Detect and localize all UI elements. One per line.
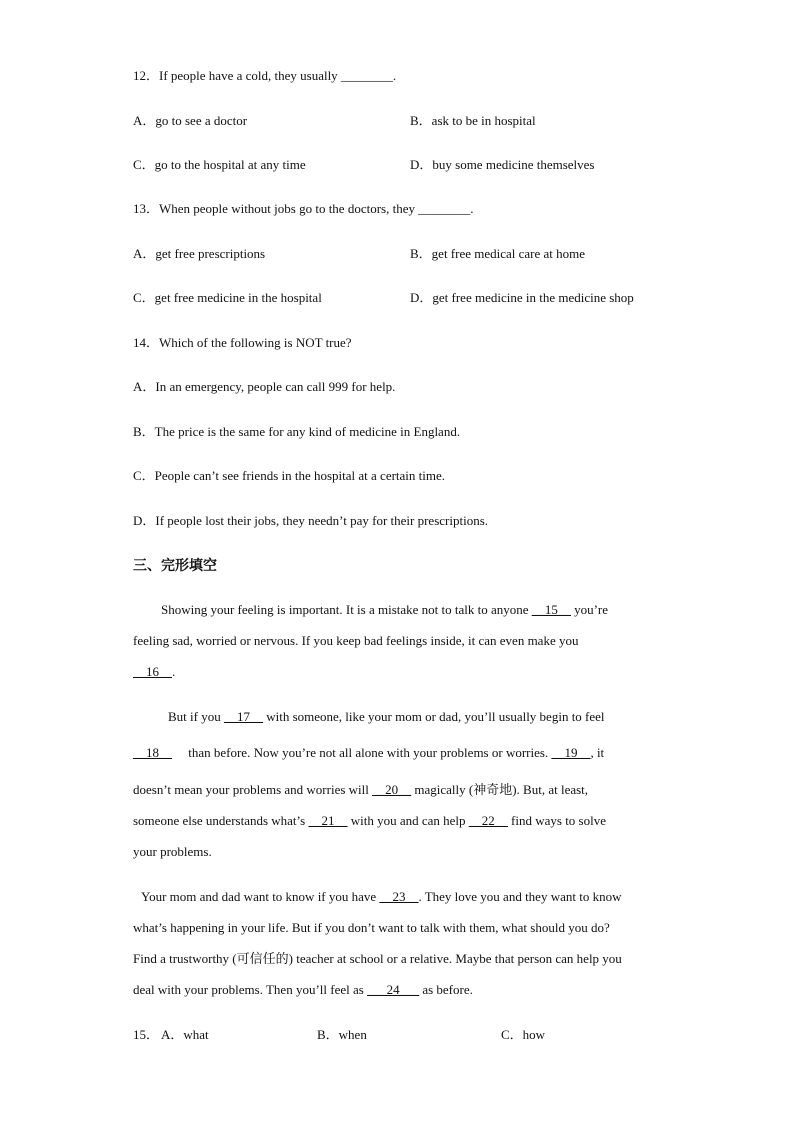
blank-21: __21__ bbox=[308, 813, 348, 828]
question-12-option-b: B．ask to be in hospital bbox=[410, 113, 536, 128]
passage-text: with someone, like your mom or dad, you’ll usually begin to feel bbox=[262, 709, 605, 724]
passage-line: feeling sad, worried or nervous. If you keep bad feelings inside, it can even make you bbox=[133, 633, 579, 648]
passage-line bbox=[133, 745, 604, 761]
blank-22: __22__ bbox=[468, 813, 508, 828]
passage-text: . They love you and they want to know bbox=[418, 889, 622, 904]
question-15-option-b: B．when bbox=[317, 1027, 367, 1042]
question-12-option-c: C．go to the hospital at any time bbox=[133, 157, 306, 172]
passage-text: someone else understands what’s bbox=[133, 813, 309, 828]
question-13-option-d: D．get free medicine in the medicine shop bbox=[410, 290, 634, 305]
question-12-stem: 12．If people have a cold, they usually ________. bbox=[133, 68, 397, 83]
passage-text: deal with your problems. Then you’ll feel as bbox=[133, 982, 368, 997]
question-13-option-b: B．get free medical care at home bbox=[410, 246, 586, 261]
blank-19: __19__ bbox=[551, 745, 591, 760]
question-15-option-c: C．how bbox=[501, 1027, 546, 1042]
passage-text: than before. Now you’re not all alone with your problems or worries. bbox=[172, 745, 552, 760]
blank-24: ___24___ bbox=[367, 982, 420, 997]
question-13-option-a: A．get free prescriptions bbox=[133, 246, 266, 261]
question-12-option-d: D．buy some medicine themselves bbox=[410, 157, 595, 172]
blank-20: __20__ bbox=[372, 782, 412, 797]
passage-line bbox=[168, 709, 605, 725]
question-14-option-d: D．If people lost their jobs, they needn’t pay for their prescriptions. bbox=[133, 513, 489, 528]
passage-text: But if you bbox=[168, 709, 224, 724]
passage-text: . bbox=[172, 664, 176, 679]
passage-text: doesn’t mean your problems and worries will bbox=[133, 782, 373, 797]
section-title: 三、完形填空 bbox=[133, 558, 217, 574]
question-12-option-a: A．go to see a doctor bbox=[133, 113, 248, 128]
question-15-option-a: A．what bbox=[161, 1027, 209, 1042]
question-14-stem: 14．Which of the following is NOT true? bbox=[133, 335, 352, 350]
passage-line bbox=[161, 602, 608, 618]
question-14-option-a: A．In an emergency, people can call 999 for help. bbox=[133, 379, 396, 394]
passage-line bbox=[133, 782, 588, 798]
blank-18: __18__ bbox=[133, 745, 172, 760]
question-14-option-c: C．People can’t see friends in the hospital at a certain time. bbox=[133, 468, 446, 483]
passage-line bbox=[141, 889, 621, 905]
passage-text: Showing your feeling is important. It is a mistake not to talk to anyone bbox=[161, 602, 532, 617]
passage-line bbox=[133, 813, 606, 829]
blank-17: __17__ bbox=[223, 709, 263, 724]
passage-line: your problems. bbox=[133, 844, 212, 859]
passage-line bbox=[133, 664, 175, 680]
question-15-number: 15． bbox=[133, 1027, 160, 1042]
passage-text: Your mom and dad want to know if you have bbox=[141, 889, 380, 904]
passage-text: magically (神奇地). But, at least, bbox=[411, 782, 589, 797]
passage-line: Find a trustworthy (可信任的) teacher at school or a relative. Maybe that person can help you bbox=[133, 951, 622, 966]
passage-text: as before. bbox=[419, 982, 473, 997]
blank-15: __15__ bbox=[531, 602, 571, 617]
passage-text: with you and can help bbox=[347, 813, 469, 828]
passage-text: find ways to solve bbox=[507, 813, 606, 828]
blank-16: __16__ bbox=[133, 664, 172, 679]
blank-23: __23__ bbox=[379, 889, 419, 904]
question-13-stem: 13．When people without jobs go to the doctors, they ________. bbox=[133, 201, 474, 216]
passage-line bbox=[133, 982, 473, 998]
passage-text: , it bbox=[590, 745, 605, 760]
question-14-option-b: B．The price is the same for any kind of medicine in England. bbox=[133, 424, 461, 439]
question-13-option-c: C．get free medicine in the hospital bbox=[133, 290, 322, 305]
passage-text: you’re bbox=[570, 602, 608, 617]
passage-line: what’s happening in your life. But if you don’t want to talk with them, what should you do? bbox=[133, 920, 610, 935]
